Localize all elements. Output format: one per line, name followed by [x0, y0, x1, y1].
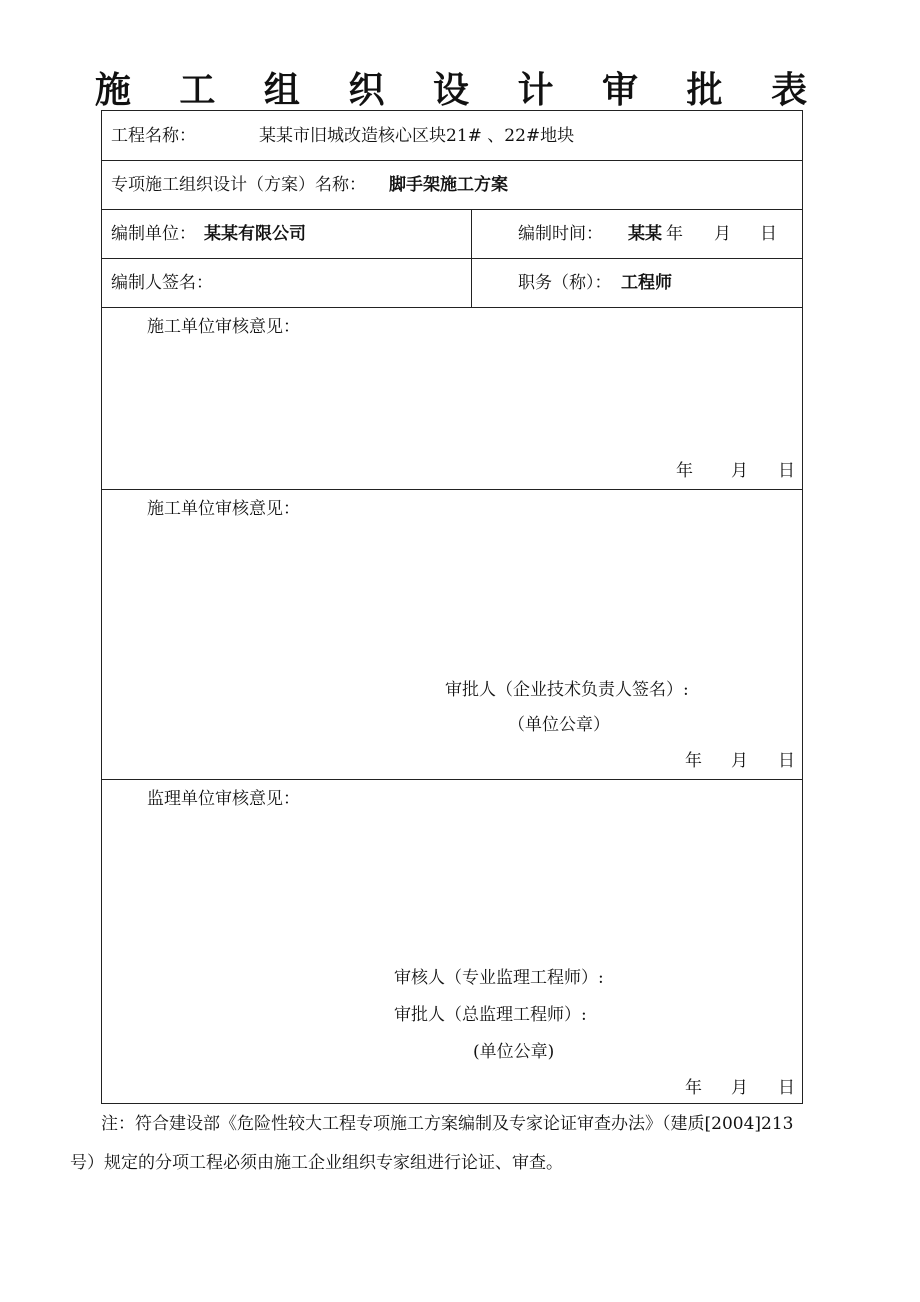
construction-review-heading: 施工单位审核意见：	[147, 317, 300, 337]
date-day: 日	[778, 1078, 795, 1098]
scheme-name-label: 专项施工组织设计（方案）名称：	[111, 175, 366, 195]
row-divider	[102, 258, 802, 259]
unit-seal-label: （单位公章）	[508, 715, 610, 735]
compiler-unit-value: 某某有限公司	[204, 224, 306, 244]
row-divider	[102, 160, 802, 161]
construction-review-heading-2: 施工单位审核意见：	[147, 499, 300, 519]
date-day: 日	[778, 751, 795, 771]
footnote-line-2: 号）规定的分项工程必须由施工企业组织专家组进行论证、审查。	[70, 1153, 563, 1173]
compile-time-day: 日	[760, 224, 777, 244]
approval-table	[101, 110, 803, 1104]
compile-time-value: 某某	[628, 224, 662, 244]
scheme-name-value: 脚手架施工方案	[389, 175, 508, 195]
row-divider	[102, 779, 802, 780]
reviewer-signature-line: 审核人（专业监理工程师）:	[394, 968, 604, 988]
compile-time-label: 编制时间：	[518, 224, 603, 244]
chief-approver-signature-line: 审批人（总监理工程师）:	[394, 1005, 587, 1025]
date-year: 年	[685, 1078, 702, 1098]
date-month: 月	[731, 751, 748, 771]
project-name-label: 工程名称：	[111, 126, 196, 146]
compile-time-year: 年	[666, 224, 683, 244]
date-year: 年	[685, 751, 702, 771]
date-month: 月	[731, 1078, 748, 1098]
supervision-review-heading: 监理单位审核意见：	[147, 789, 300, 809]
row-divider	[102, 209, 802, 210]
approver-signature-line: 审批人（企业技术负责人签名）:	[445, 680, 689, 700]
column-divider	[471, 209, 472, 307]
footnote-line-1: 注：符合建设部《危险性较大工程专项施工方案编制及专家论证审查办法》（建质[2004]213	[101, 1114, 794, 1134]
unit-seal-label: (单位公章)	[473, 1042, 555, 1062]
position-label: 职务（称）：	[518, 273, 612, 293]
compiler-signature-label: 编制人签名：	[111, 273, 213, 293]
date-day: 日	[778, 461, 795, 481]
row-divider	[102, 307, 802, 308]
position-value: 工程师	[621, 273, 672, 293]
compiler-unit-label: 编制单位：	[111, 224, 196, 244]
date-month: 月	[731, 461, 748, 481]
date-year: 年	[676, 461, 693, 481]
page-title: 施 工 组 织 设 计 审 批 表	[94, 69, 826, 111]
row-divider	[102, 489, 802, 490]
compile-time-month: 月	[714, 224, 731, 244]
project-name-value: 某某市旧城改造核心区块21# 、22#地块	[259, 126, 575, 146]
